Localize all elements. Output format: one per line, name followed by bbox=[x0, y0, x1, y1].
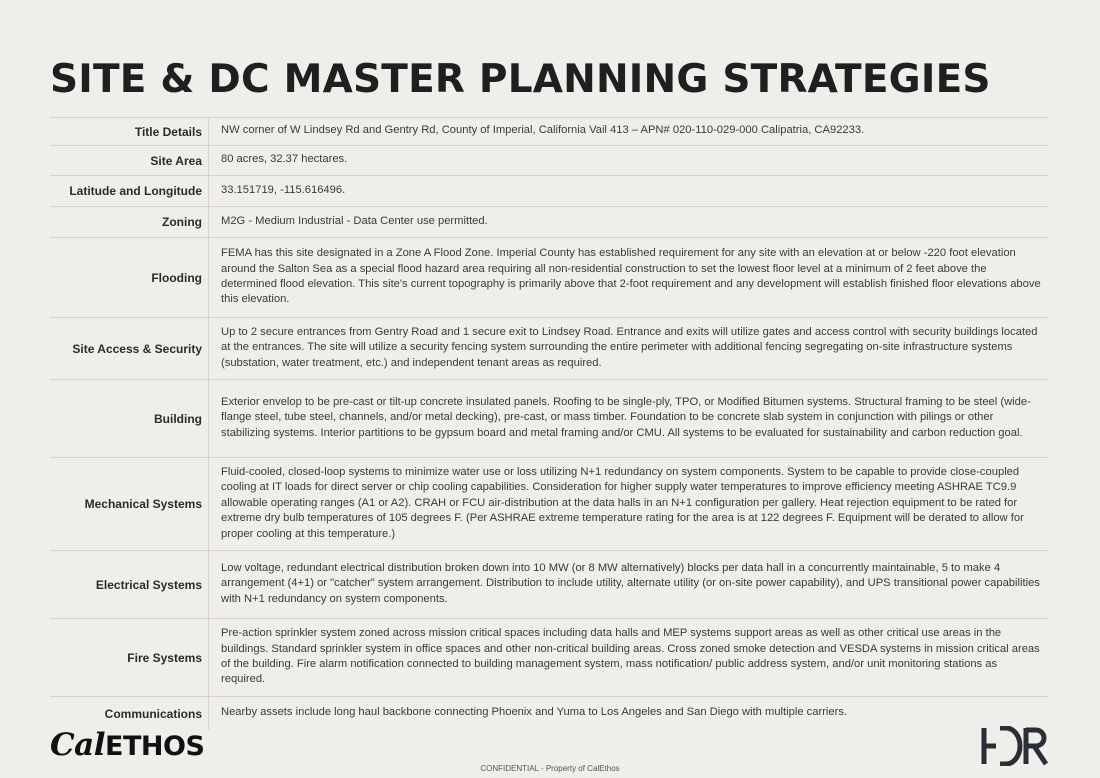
row-value: Fluid-cooled, closed-loop systems to minimize water use or loss utilizing N+1 redundancy on system components. System to be capable to provide close-coupled cooling at IT loads for direct server or chip cooling capabilities. Consideration for higher supply water temperatures to improve efficiency meeting ASHRAE TC9.9 allowable operating ranges (A1 or A2). CRAH or FCU air-distribution at the data halls in an N+1 configuration per gallery. Heat rejection equipment to be rated for extreme dry bulb temperatures of 105 degrees F. (Per ASHRAE extreme temperature rating for the area is at 122 degrees F. Equipment will be derated to allow for proper cooling at this temperature.) bbox=[221, 465, 1024, 540]
row-label: Building bbox=[50, 380, 209, 457]
logo-script-part: Cal bbox=[50, 727, 106, 763]
row-label: Fire Systems bbox=[50, 619, 209, 696]
row-label: Title Details bbox=[50, 118, 209, 145]
row-label: Site Access & Security bbox=[50, 318, 209, 379]
logo-text-part: ETHOS bbox=[105, 731, 205, 762]
row-value: Nearby assets include long haul backbone connecting Phoenix and Yuma to Los Angeles and San Diego with multiple carriers. bbox=[221, 706, 848, 719]
table-row-flooding bbox=[50, 238, 1049, 318]
table-row-title-details bbox=[50, 118, 1049, 146]
row-value: 33.151719, -115.616496. bbox=[221, 183, 346, 196]
calethos-logo bbox=[50, 727, 204, 763]
table-row-lat-long bbox=[50, 176, 1049, 207]
page-title: SITE & DC MASTER PLANNING STRATEGIES bbox=[50, 57, 991, 102]
table-row-building bbox=[50, 380, 1049, 458]
table-row-zoning bbox=[50, 207, 1049, 238]
footer-confidential: CONFIDENTIAL - Property of CalEthos bbox=[480, 764, 620, 773]
row-value: Up to 2 secure entrances from Gentry Road and 1 secure exit to Lindsey Road. Entrance and exits will utilize gates and access control with security buildings located at the entrances. The site will utilize a security fencing system surrounding the entire perimeter with additional fencing segregating on-site infrastructure systems (substation, water treatment, etc.) and independent tenant areas as required. bbox=[221, 325, 1038, 369]
planning-table bbox=[50, 117, 1049, 730]
table-row-electrical bbox=[50, 551, 1049, 619]
row-label: Communications bbox=[50, 697, 209, 730]
row-label: Flooding bbox=[50, 238, 209, 317]
row-value: M2G - Medium Industrial - Data Center use permitted. bbox=[221, 214, 488, 227]
table-row-fire bbox=[50, 619, 1049, 697]
table-row-site-access bbox=[50, 318, 1049, 380]
row-value: 80 acres, 32.37 hectares. bbox=[221, 153, 348, 166]
table-row-communications bbox=[50, 697, 1049, 730]
row-label: Mechanical Systems bbox=[50, 458, 209, 550]
row-label: Site Area bbox=[50, 146, 209, 175]
table-row-site-area bbox=[50, 146, 1049, 176]
row-label: Zoning bbox=[50, 207, 209, 237]
table-row-mechanical bbox=[50, 458, 1049, 551]
row-value: Exterior envelop to be pre-cast or tilt-up concrete insulated panels. Roofing to be single-ply, TPO, or Modified Bitumen systems. Structural framing to be steel (wide-flange steel, tube steel, channels, and/or metal decking), pre-cast, or mass timber. Foundation to be concrete slab system in conjunction with pilings or other stabilizing systems. Interior partitions to be gypsum board and metal framing and/or CMU. All systems to be evaluated for sustainability and carbon reduction goal. bbox=[221, 395, 1031, 439]
row-label: Latitude and Longitude bbox=[50, 176, 209, 206]
row-value: NW corner of W Lindsey Rd and Gentry Rd, County of Imperial, California Vail 413 – APN# 020-110-029-000 Calipatria, CA92233. bbox=[221, 124, 865, 137]
row-value: FEMA has this site designated in a Zone A Flood Zone. Imperial County has established requirement for any site with an elevation at or below -220 foot elevation around the Salton Sea as a special flood hazard area requiring all non-residential construction to set the lowest floor level at a minimum of 2 feet above the determined flood elevation. This site's current topography is primarily above that 2-foot requirement and any development will establish finished floor elevations above this elevation. bbox=[221, 247, 1041, 306]
row-value: Low voltage, redundant electrical distribution broken down into 10 MW (or 8 MW alternatively) blocks per data hall in a concurrently maintainable, 5 to make 4 arrangement (4+1) or "catcher" system arrangement. Distribution to include utility, alternate utility (or on-site power capability), and UPS transitional power capabilities with N+1 redundancy on system components. bbox=[221, 561, 1040, 605]
row-value: Pre-action sprinkler system zoned across mission critical spaces including data halls and MEP systems support areas as well as other critical use areas in the buildings. Standard sprinkler system in office spaces and other non-critical building areas. Cross zoned smoke detection and VESDA systems in mission critical areas of the building. Fire alarm notification connected to building management system, mass notification/ public address system, and/or unit monitoring stations as required. bbox=[221, 627, 1040, 686]
row-label: Electrical Systems bbox=[50, 551, 209, 618]
hdr-logo-icon bbox=[980, 726, 1050, 766]
